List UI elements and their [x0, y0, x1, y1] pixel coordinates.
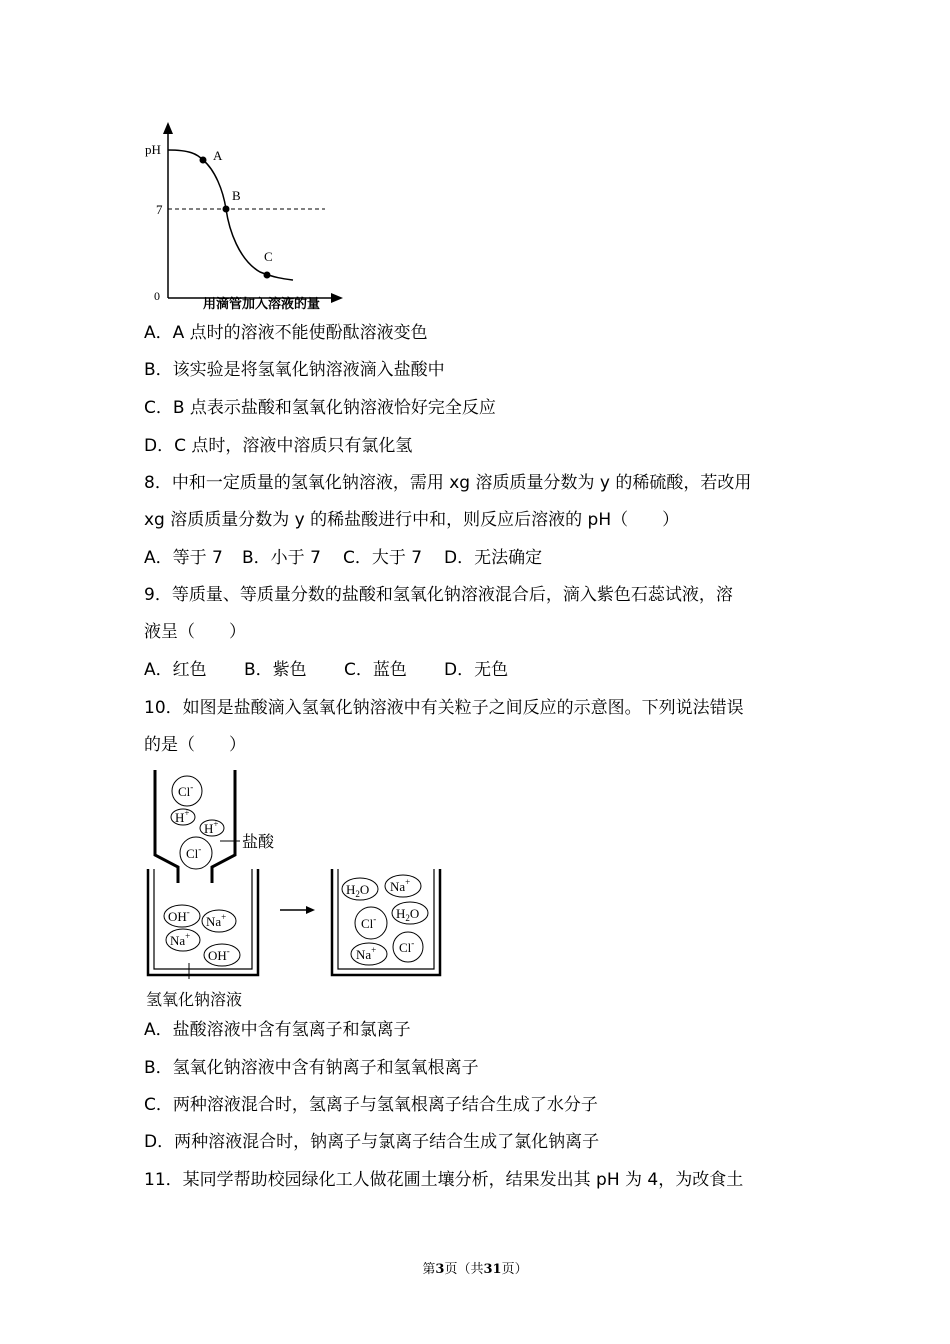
q10-stem-line2: 的是（ ） [144, 735, 246, 755]
q9-options [144, 658, 508, 682]
ion-na [351, 943, 387, 965]
total-pages: 31 [483, 1262, 502, 1277]
ion-cl [180, 837, 212, 869]
q9-option-c: C．蓝色 [344, 660, 407, 680]
point-b [223, 206, 230, 213]
q10-option-c: C．两种溶液混合时，氢离子与氢氧根离子结合生成了水分子 [144, 1095, 598, 1115]
svg-text:H2O: $H_2O$ [396, 906, 420, 923]
q9-option-b: B．紫色 [244, 660, 307, 680]
q9-stem-line2: 液呈（ ） [144, 622, 246, 642]
q8-option-c: C．大于 7 [343, 548, 423, 568]
q8-option-b: B．小于 7 [242, 548, 321, 568]
point-b-label: B [232, 188, 241, 203]
q8-stem-line1: 8．中和一定质量的氢氧化钠溶液，需用 xg 溶质质量分数为 y 的稀硫酸，若改用 [144, 473, 752, 493]
ion-oh [204, 944, 240, 966]
ion-h [171, 808, 195, 825]
origin-label: 0 [154, 289, 160, 303]
q7-option-d: D．C 点时，溶液中溶质只有氯化氢 [144, 436, 413, 456]
y-tick-label: 7 [156, 202, 163, 217]
ion-na [166, 929, 200, 951]
q9-option-d: D．无色 [444, 660, 509, 680]
q8-stem-line2: xg 溶质质量分数为 y 的稀盐酸进行中和，则反应后溶液的 pH（ ） [144, 510, 680, 530]
y-axis-label: pH [145, 142, 161, 157]
point-a [200, 157, 207, 164]
svg-text:H2O: $H_2O$ [346, 882, 370, 899]
svg-text:OH-: OH- [168, 907, 190, 924]
ion-na [385, 875, 421, 897]
q10-option-d: D．两种溶液混合时，钠离子与氯离子结合生成了氯化钠离子 [144, 1132, 600, 1152]
naoh-label: 氢氧化钠溶液 [146, 990, 243, 1009]
svg-text:Na+: Na+ [206, 912, 227, 929]
q7-option-a: A．A 点时的溶液不能使酚酞溶液变色 [144, 323, 428, 343]
q7-option-c: C．B 点表示盐酸和氢氧化钠溶液恰好完全反应 [144, 398, 496, 418]
q9-option-a: A．红色 [144, 660, 207, 680]
ion-cl [355, 907, 387, 939]
molecule-h2o [342, 878, 378, 900]
ph-curve [168, 150, 293, 280]
svg-text:Cl-: Cl- [361, 914, 377, 931]
q9-stem-line1: 9．等质量、等质量分数的盐酸和氢氧化钠溶液混合后，滴入紫色石蕊试液，溶 [144, 585, 733, 605]
svg-text:Cl-: Cl- [399, 938, 415, 955]
q7-option-b: B．该实验是将氢氧化钠溶液滴入盐酸中 [144, 360, 445, 380]
hcl-label: 盐酸 [242, 832, 275, 851]
ion-oh [164, 905, 200, 927]
ion-na [202, 910, 236, 932]
point-c-label: C [264, 249, 273, 264]
ion-cl [393, 932, 423, 962]
q8-option-a: A．等于 7 [144, 548, 223, 568]
x-axis-arrow [331, 293, 343, 303]
molecule-h2o [392, 902, 428, 924]
q10-option-b: B．氢氧化钠溶液中含有钠离子和氢氧根离子 [144, 1058, 479, 1078]
svg-text:Na+: Na+ [390, 877, 411, 894]
y-axis-arrow [163, 122, 173, 134]
reaction-diagram [140, 765, 450, 1010]
point-c [264, 272, 271, 279]
q10-option-a: A．盐酸溶液中含有氢离子和氯离子 [144, 1020, 411, 1040]
page-footer: 第3页（共31页） [422, 1262, 528, 1277]
ph-curve-chart [135, 120, 345, 315]
current-page: 3 [435, 1262, 445, 1277]
q8-option-d: D．无法确定 [444, 548, 543, 568]
svg-text:H+: H+ [175, 808, 190, 825]
ion-h [200, 819, 224, 836]
svg-text:Na+: Na+ [356, 945, 377, 962]
svg-text:Cl-: Cl- [186, 844, 202, 861]
svg-text:Cl-: Cl- [178, 782, 194, 799]
svg-text:H+: H+ [204, 819, 219, 836]
point-a-label: A [213, 148, 223, 163]
q11-stem-line1: 11．某同学帮助校园绿化工人做花圃土壤分析，结果发出其 pH 为 4，为改食土 [144, 1170, 744, 1190]
svg-text:Na+: Na+ [170, 931, 191, 948]
x-axis-label: 用滴管加入溶液的量 [203, 297, 321, 312]
svg-text:OH-: OH- [208, 946, 230, 963]
q10-stem-line1: 10．如图是盐酸滴入氢氧化钠溶液中有关粒子之间反应的示意图。下列说法错误 [144, 698, 744, 718]
ion-cl [172, 776, 202, 806]
q8-options [144, 546, 542, 570]
